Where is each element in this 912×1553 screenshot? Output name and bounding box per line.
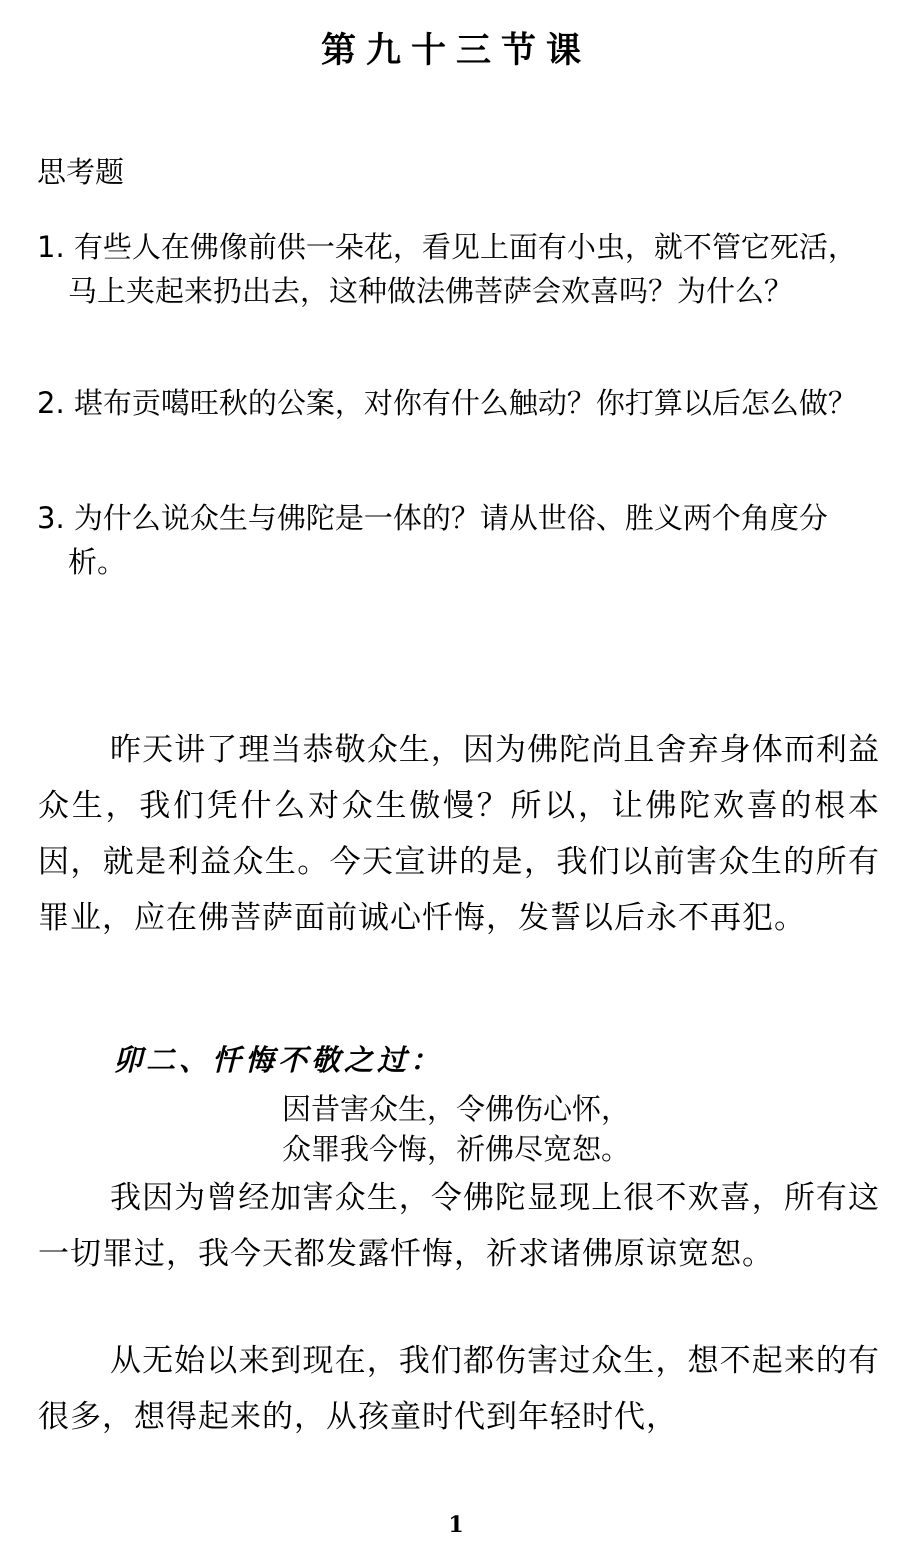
page-number: 1 — [448, 1512, 464, 1538]
body-paragraph-1: 昨天讲了理当恭敬众生，因为佛陀尚且舍弃身体而利益众生，我们凭什么对众生傲慢？所以，让佛陀欢喜的根本因，就是利益众生。今天宣讲的是，我们以前害众生的所有罪业，应在佛菩萨面前诚心忏悔，发誓以后永不再犯。 — [38, 732, 880, 936]
verse-line-2: 众罪我今悔，祈佛尽宽恕。 — [282, 1132, 631, 1166]
question-item-2: 2. 堪布贡噶旺秋的公案，对你有什么触动？你打算以后怎么做？ — [37, 386, 857, 420]
question-item-1: 1. 有些人在佛像前供一朵花，看见上面有小虫，就不管它死活，马上夹起来扔出去，这种做法佛菩萨会欢喜吗？为什么？ — [37, 230, 857, 308]
verse-line-1: 因昔害众生，令佛伤心怀， — [282, 1092, 631, 1126]
questions-heading: 思考题 — [37, 155, 125, 189]
body-paragraph-3: 从无始以来到现在，我们都伤害过众生，想不起来的有很多，想得起来的，从孩童时代到年轻时代， — [38, 1343, 880, 1435]
question-item-3: 3. 为什么说众生与佛陀是一体的？请从世俗、胜义两个角度分析。 — [37, 501, 828, 579]
body-paragraph-2: 我因为曾经加害众生，令佛陀显现上很不欢喜，所有这一切罪过，我今天都发露忏悔，祈求诸佛原谅宽恕。 — [38, 1180, 880, 1272]
section-heading: 卯二、忏悔不敬之过： — [113, 1043, 444, 1077]
page-title: 第九十三节课 — [320, 30, 591, 71]
